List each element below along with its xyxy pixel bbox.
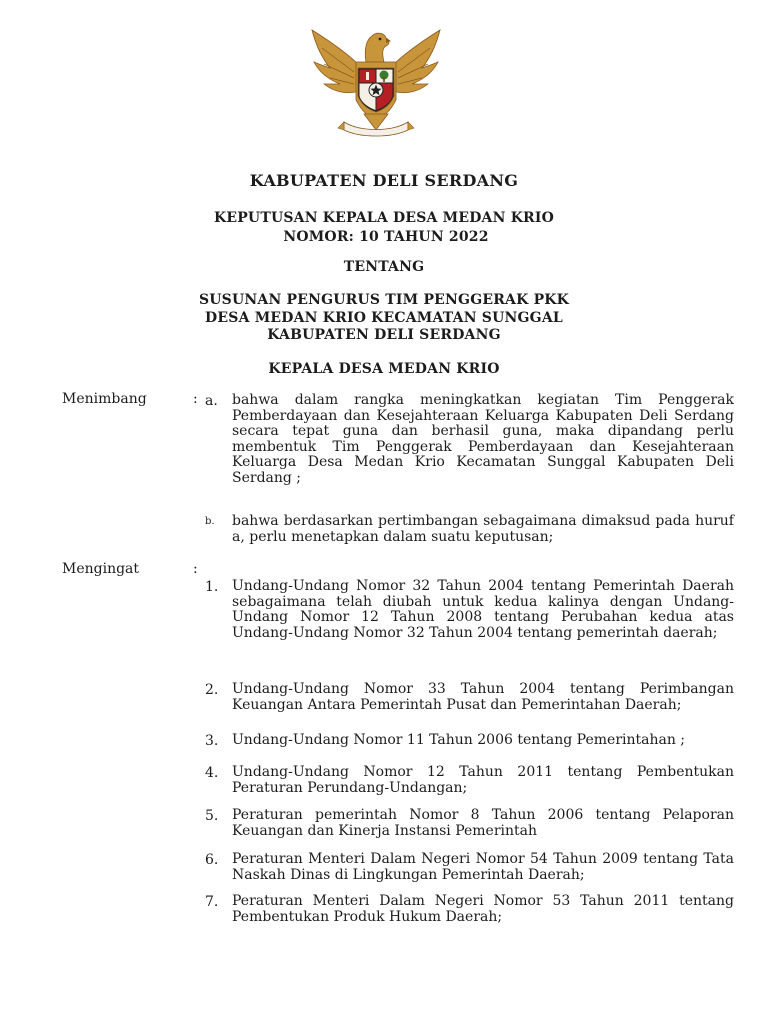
mengingat-item-4: Undang-Undang Nomor 12 Tahun 2011 tentang Pembentukan Peraturan Perundang-Undangan; (232, 764, 734, 796)
mengingat-marker-5: 5. (205, 808, 219, 824)
mengingat-marker-3: 3. (205, 733, 219, 749)
mengingat-item-6: Peraturan Menteri Dalam Negeri Nomor 54 Tahun 2009 tentang Tata Naskah Dinas di Lingkungan Pemerintah Daerah; (232, 851, 734, 883)
menimbang-item-b: bahwa berdasarkan pertimbangan sebagaimana dimaksud pada huruf a, perlu menetapkan dalam suatu keputusan; (232, 513, 734, 545)
decree-number: NOMOR: 10 TAHUN 2022 (283, 229, 489, 245)
mengingat-item-3: Undang-Undang Nomor 11 Tahun 2006 tentang Pemerintahan ; (232, 732, 686, 748)
garuda-pancasila-emblem (310, 22, 442, 140)
mengingat-colon: : (193, 561, 198, 577)
mengingat-marker-1: 1. (205, 579, 219, 595)
mengingat-item-5: Peraturan pemerintah Nomor 8 Tahun 2006 tentang Pelaporan Keuangan dan Kinerja Instansi Pemerintah (232, 807, 734, 839)
subject-line-2: DESA MEDAN KRIO KECAMATAN SUNGGAL (205, 310, 563, 326)
mengingat-item-7: Peraturan Menteri Dalam Negeri Nomor 53 Tahun 2011 tentang Pembentukan Produk Hukum Daerah; (232, 893, 734, 925)
mengingat-item-1: Undang-Undang Nomor 32 Tahun 2004 tentang Pemerintah Daerah sebagaimana telah diubah untuk kedua kalinya dengan Undang-Undang Nomor 12 Tahun 2008 tentang Perubahan kedua atas Undang-Undang Nomor 32 Tahun 2004 tentang pemerintah daerah; (232, 578, 734, 641)
subject-line-1: SUSUNAN PENGURUS TIM PENGGERAK PKK (198, 292, 570, 308)
mengingat-marker-7: 7. (205, 894, 219, 910)
subject-line-3: KABUPATEN DELI SERDANG (267, 327, 501, 343)
issuer-heading: KEPALA DESA MEDAN KRIO (268, 361, 500, 377)
menimbang-item-a: bahwa dalam rangka meningkatkan kegiatan Tim Penggerak Pemberdayaan dan Kesejahteraan Keluarga Kabupaten Deli Serdang secara tepat guna dan berhasil guna, maka dipandang perlu membentuk Tim Penggerak Pemberdayaan dan Kesejahteraan Keluarga Desa Medan Krio Kecamatan Sunggal Kabupaten Deli Serdang ; (232, 392, 734, 486)
menimbang-colon: : (193, 391, 198, 407)
decree-title: KEPUTUSAN KEPALA DESA MEDAN KRIO (213, 210, 555, 226)
about-heading: TENTANG (343, 259, 425, 275)
mengingat-item-2: Undang-Undang Nomor 33 Tahun 2004 tentang Perimbangan Keuangan Antara Pemerintah Pusat dan Pemerintahan Daerah; (232, 681, 734, 713)
mengingat-marker-6: 6. (205, 852, 219, 868)
mengingat-label: Mengingat (62, 561, 140, 577)
mengingat-marker-2: 2. (205, 682, 219, 698)
menimbang-marker-b: b. (205, 516, 215, 527)
menimbang-label: Menimbang (62, 391, 147, 407)
regency-heading: KABUPATEN DELI SERDANG (249, 171, 519, 190)
mengingat-marker-4: 4. (205, 765, 219, 781)
menimbang-marker-a: a. (205, 393, 218, 409)
